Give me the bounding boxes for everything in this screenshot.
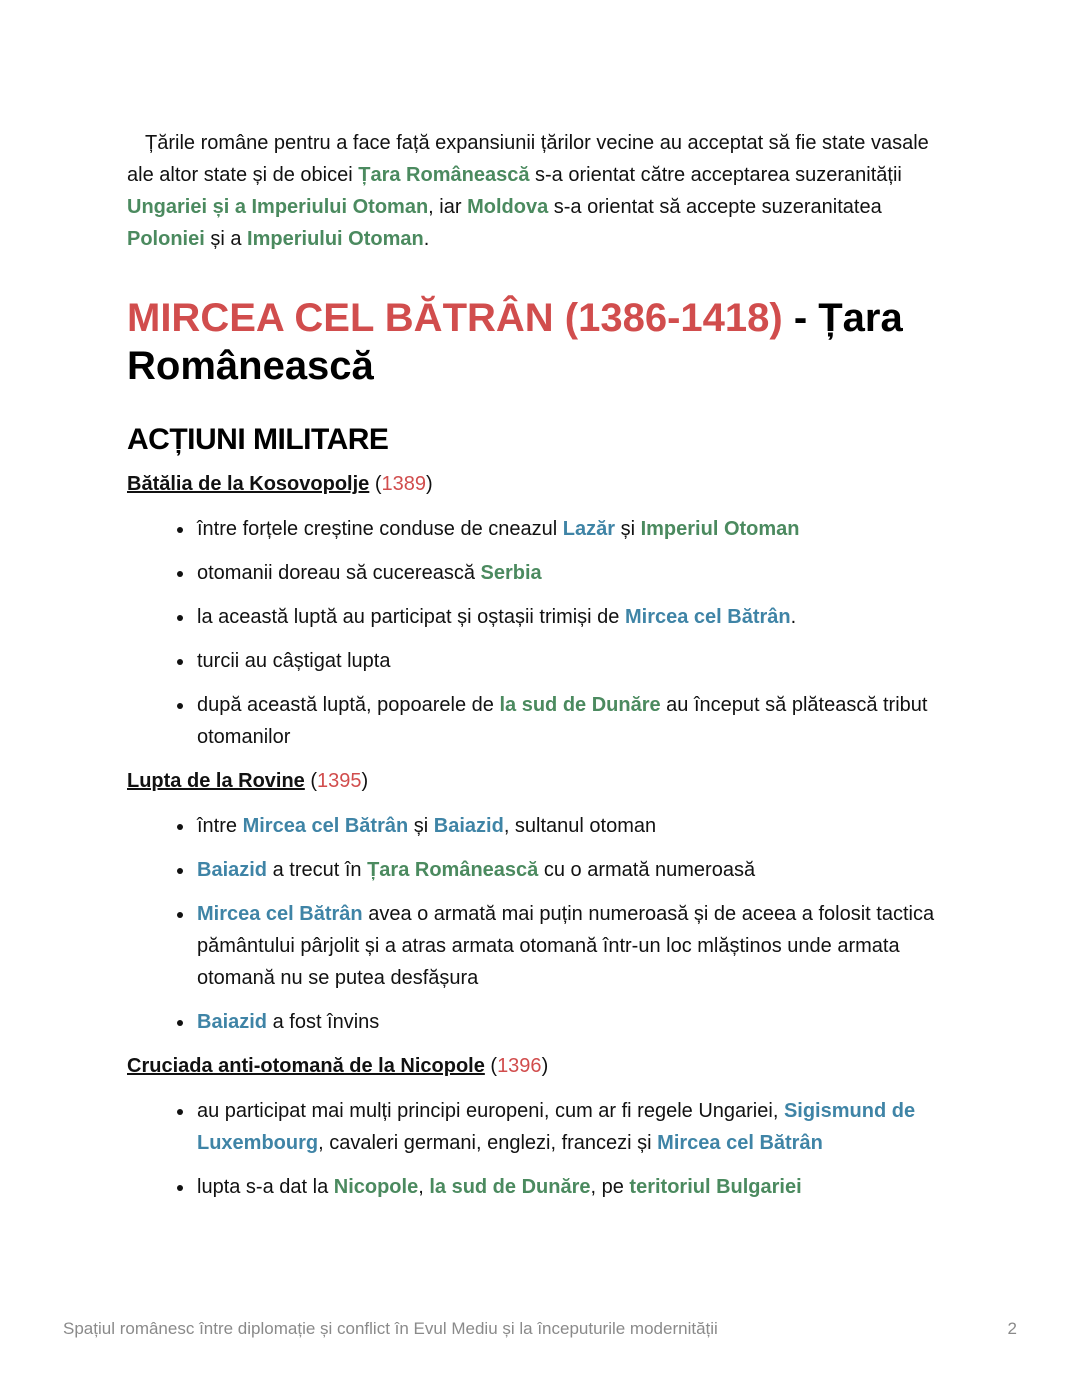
highlighted-term: Imperiului Otoman	[247, 228, 424, 250]
paren: (	[369, 473, 382, 495]
bullet-list	[127, 1095, 947, 1203]
text-run: s-a orientat să accepte suzeranitatea	[548, 196, 882, 218]
text-run: Țările române pentru a face față expansiunii țărilor vecine au acceptat să fie state vasale ale altor state și de obicei	[127, 132, 929, 186]
text-run: au participat mai mulți principi europeni, cum ar fi regele Ungariei,	[197, 1100, 784, 1122]
event-year: 1395	[317, 770, 362, 792]
text-run: și a	[204, 228, 248, 250]
text-run: .	[790, 606, 797, 628]
text-run: a fost învins	[267, 1011, 380, 1033]
event-title: Bătălia de la Kosovopolje	[127, 473, 370, 495]
paren: (	[484, 1055, 498, 1077]
text-run: , iar	[428, 196, 468, 218]
text-run: și	[408, 815, 434, 837]
bullet-list	[127, 810, 947, 1038]
highlighted-term: Mircea cel Bătrân	[242, 815, 409, 837]
highlighted-term: Ungariei și a Imperiului Otoman	[127, 196, 429, 218]
list-item	[197, 810, 947, 842]
paren: )	[426, 473, 433, 495]
event-heading	[127, 1050, 947, 1082]
event-heading	[127, 468, 947, 500]
highlighted-term: Mircea cel Bătrân	[197, 903, 363, 925]
text-run: la această luptă au participat și oștașii trimiși de	[197, 606, 625, 628]
highlighted-term: Serbia	[480, 562, 542, 584]
highlighted-term: Baiazid	[433, 815, 504, 837]
intro-paragraph	[127, 127, 947, 255]
list-item	[197, 1095, 947, 1159]
paren: )	[541, 1055, 549, 1077]
list-item	[197, 854, 947, 886]
event-title: Lupta de la Rovine	[127, 770, 305, 792]
highlighted-term: Țara Românească	[367, 859, 539, 881]
highlighted-term: Țara Românească	[358, 164, 530, 186]
page-number: 2	[1007, 1319, 1017, 1338]
list-item	[197, 1171, 947, 1203]
bullet-list	[127, 513, 947, 753]
heading-ruler: MIRCEA CEL BĂTRÂN (1386-1418)	[127, 296, 783, 340]
list-item	[197, 1006, 947, 1038]
highlighted-term: Moldova	[467, 196, 549, 218]
text-run: ,	[418, 1176, 430, 1198]
highlighted-term: la sud de Dunăre	[499, 694, 661, 716]
text-run: și	[615, 518, 641, 540]
text-run: otomanii doreau să cucerească	[197, 562, 481, 584]
text-run: între forțele creștine conduse de cneazul	[197, 518, 563, 540]
list-item	[197, 645, 947, 677]
footer-text: Spațiul românesc între diplomație și conflict în Evul Mediu și la începuturile modernității	[63, 1319, 718, 1338]
text-run: s-a orientat către acceptarea suzeranității	[529, 164, 902, 186]
text-run: turcii au câștigat lupta	[197, 650, 391, 672]
list-item	[197, 601, 947, 633]
text-run: , pe	[590, 1176, 630, 1198]
highlighted-term: Nicopole	[333, 1176, 419, 1198]
highlighted-term: Lazăr	[562, 518, 616, 540]
event-heading	[127, 765, 947, 797]
document-body	[127, 127, 947, 1215]
heading-country: - Țara Românească	[127, 296, 903, 388]
text-run: a trecut în	[267, 859, 368, 881]
event-title: Cruciada anti-otomană de la Nicopole	[127, 1055, 485, 1077]
text-run: , cavaleri germani, englezi, francezi și	[318, 1132, 658, 1154]
highlighted-term: Baiazid	[197, 1011, 268, 1033]
text-run: .	[423, 228, 430, 250]
list-item	[197, 513, 947, 545]
highlighted-term: Baiazid	[197, 859, 268, 881]
list-item	[197, 689, 947, 753]
text-run: avea o armată mai puțin numeroasă și de aceea a folosit tactica pământului pârjolit și a atras armata otomană într-un loc mlăștinos unde armata otomană nu se putea desfășura	[197, 903, 935, 989]
list-item	[197, 898, 947, 994]
section-title: ACȚIUNI MILITARE	[127, 423, 389, 456]
highlighted-term: Poloniei	[127, 228, 205, 250]
paren: )	[361, 770, 369, 792]
text-run: au început să plătească tribut otomanilor	[197, 694, 928, 748]
text-run: lupta s-a dat la	[197, 1176, 334, 1198]
event-year: 1389	[381, 473, 427, 495]
highlighted-term: Imperiul Otoman	[640, 518, 800, 540]
text-run: , sultanul otoman	[503, 815, 657, 837]
events-list	[127, 468, 947, 1203]
text-run: după această luptă, popoarele de	[197, 694, 500, 716]
paren: (	[304, 770, 318, 792]
page-heading	[127, 294, 947, 390]
highlighted-term: Sigismund de Luxembourg	[197, 1100, 916, 1154]
text-run: cu o armată numeroasă	[538, 859, 756, 881]
highlighted-term: la sud de Dunăre	[429, 1176, 591, 1198]
text-run: între	[197, 815, 243, 837]
highlighted-term: Mircea cel Bătrân	[657, 1132, 823, 1154]
highlighted-term: Mircea cel Bătrân	[624, 606, 791, 628]
event-year: 1396	[497, 1055, 542, 1077]
highlighted-term: teritoriul Bulgariei	[629, 1176, 802, 1198]
list-item	[197, 557, 947, 589]
